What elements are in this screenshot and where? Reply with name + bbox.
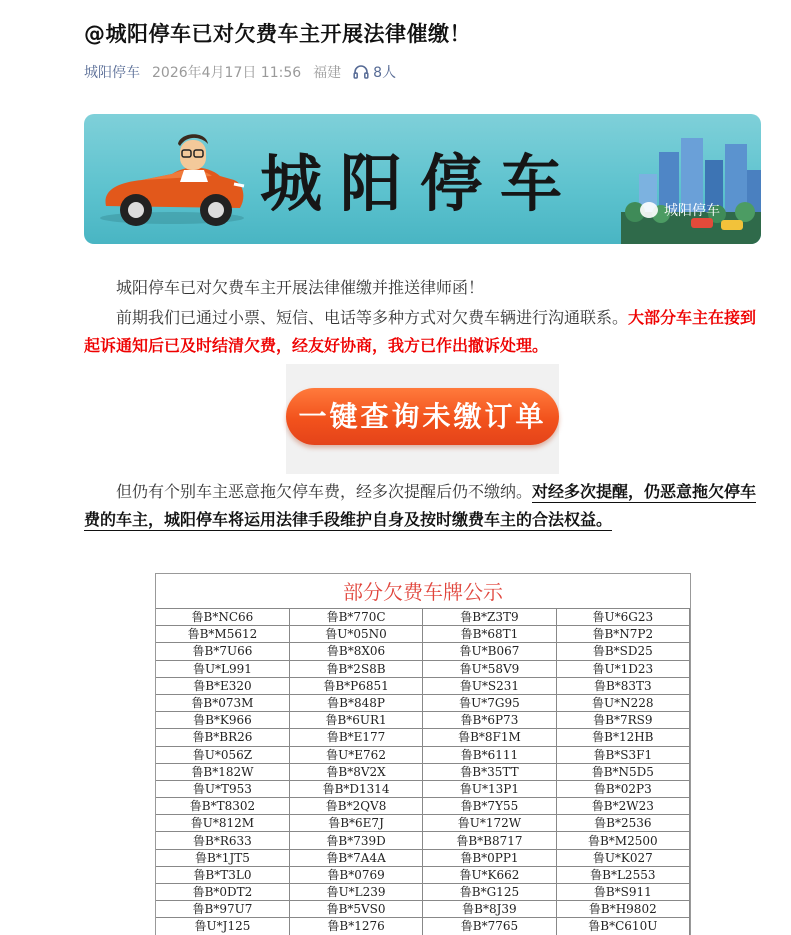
plate-cell: 鲁B*8X06: [289, 643, 422, 660]
table-row: [156, 660, 690, 677]
plate-cell: 鲁B*T8302: [156, 798, 289, 815]
plate-cell: 鲁U*S231: [423, 677, 556, 694]
plate-cell: 鲁U*T953: [156, 780, 289, 797]
paragraph-3-emphasis: 对经多次提醒，仍恶意拖欠停车费的车主，城阳停车将运用法律手段维护自身及按时缴费车主的合法权益。: [84, 482, 757, 529]
plate-cell: 鲁U*E762: [289, 746, 422, 763]
plate-list-title: 部分欠费车牌公示: [156, 574, 690, 609]
paragraph-2-text: 前期我们已通过小票、短信、电话等多种方式对欠费车辆进行沟通联系。: [116, 308, 629, 327]
plate-cell: 鲁B*2QV8: [289, 798, 422, 815]
plate-cell: 鲁B*12HB: [556, 729, 689, 746]
plate-cell: 鲁B*8V2X: [289, 763, 422, 780]
plate-cell: 鲁U*812M: [156, 815, 289, 832]
table-row: [156, 609, 690, 626]
plate-cell: 鲁B*N7P2: [556, 626, 689, 643]
city-skyline-icon: [621, 114, 761, 244]
plate-cell: 鲁B*6P73: [423, 712, 556, 729]
plate-cell: 鲁B*0769: [289, 866, 422, 883]
plate-cell: 鲁B*K966: [156, 712, 289, 729]
plate-cell: 鲁B*5VS0: [289, 901, 422, 918]
plate-cell: 鲁B*2S8B: [289, 660, 422, 677]
banner-image: [84, 114, 761, 244]
plate-cell: 鲁B*2536: [556, 815, 689, 832]
plate-cell: 鲁B*D1314: [289, 780, 422, 797]
plate-cell: 鲁B*P6851: [289, 677, 422, 694]
plate-cell: 鲁B*1JT5: [156, 849, 289, 866]
plate-cell: 鲁B*073M: [156, 694, 289, 711]
plate-cell: 鲁U*L239: [289, 884, 422, 901]
table-row: [156, 694, 690, 711]
cartoon-car-icon: [84, 114, 254, 244]
plate-cell: 鲁B*8F1M: [423, 729, 556, 746]
plate-cell: 鲁U*13P1: [423, 780, 556, 797]
plate-cell: 鲁B*M2500: [556, 832, 689, 849]
plate-cell: 鲁U*K027: [556, 849, 689, 866]
location: 福建: [313, 65, 342, 81]
watermark-text: 城阳停车: [664, 203, 720, 219]
plate-cell: 鲁B*T3L0: [156, 866, 289, 883]
table-row: [156, 763, 690, 780]
plate-cell: 鲁B*6UR1: [289, 712, 422, 729]
plate-cell: 鲁B*2W23: [556, 798, 689, 815]
table-row: [156, 866, 690, 883]
plate-cell: 鲁B*C610U: [556, 918, 689, 935]
plate-cell: 鲁B*E320: [156, 677, 289, 694]
plate-cell: 鲁B*6E7J: [289, 815, 422, 832]
table-row: [156, 815, 690, 832]
plate-cell: 鲁B*83T3: [556, 677, 689, 694]
wechat-icon: [640, 202, 658, 218]
plate-cell: 鲁U*05N0: [289, 626, 422, 643]
plate-cell: 鲁B*7U66: [156, 643, 289, 660]
plate-cell: 鲁B*S911: [556, 884, 689, 901]
plate-cell: 鲁B*E177: [289, 729, 422, 746]
plate-cell: 鲁B*L2553: [556, 866, 689, 883]
plate-cell: 鲁U*L991: [156, 660, 289, 677]
paragraph-1: 城阳停车已对欠费车主开展法律催缴并推送律师函！: [116, 278, 485, 297]
table-row: [156, 884, 690, 901]
plate-cell: 鲁U*B067: [423, 643, 556, 660]
plate-cell: 鲁B*G125: [423, 884, 556, 901]
query-unpaid-orders-button[interactable]: 一键查询未缴订单: [286, 388, 559, 445]
account-name-link[interactable]: 城阳停车: [84, 65, 140, 81]
plate-cell: 鲁B*1276: [289, 918, 422, 935]
plate-cell: 鲁B*7A4A: [289, 849, 422, 866]
plate-cell: 鲁B*8J39: [423, 901, 556, 918]
plate-cell: 鲁B*68T1: [423, 626, 556, 643]
plate-cell: 鲁U*K662: [423, 866, 556, 883]
plate-cell: 鲁B*02P3: [556, 780, 689, 797]
table-row: [156, 626, 690, 643]
paragraph-3: [84, 478, 760, 534]
plate-cell: 鲁B*Z3T9: [423, 609, 556, 626]
table-row: [156, 849, 690, 866]
plate-cell: 鲁B*7RS9: [556, 712, 689, 729]
headphones-icon: [353, 65, 369, 79]
plate-cell: 鲁B*SD25: [556, 643, 689, 660]
plate-cell: 鲁U*1D23: [556, 660, 689, 677]
plate-cell: 鲁U*056Z: [156, 746, 289, 763]
table-row: [156, 643, 690, 660]
listen-count[interactable]: [353, 62, 396, 82]
plate-cell: 鲁B*6111: [423, 746, 556, 763]
table-row: [156, 832, 690, 849]
paragraph-3-text: 但仍有个别车主恶意拖欠停车费，经多次提醒后仍不缴纳。: [116, 482, 533, 501]
table-row: [156, 780, 690, 797]
listen-count-label: 8人: [373, 65, 397, 81]
plate-cell: 鲁U*58V9: [423, 660, 556, 677]
query-button-area: [286, 364, 559, 474]
plate-cell: 鲁B*97U7: [156, 901, 289, 918]
paragraph-2-emphasis: 大部分车主在接到起诉通知后已及时结清欠费，经友好协商，我方已作出撤诉处理。: [84, 308, 757, 355]
plate-cell: 鲁B*M5612: [156, 626, 289, 643]
plate-cell: 鲁B*NC66: [156, 609, 289, 626]
table-row: [156, 901, 690, 918]
table-row: [156, 746, 690, 763]
plate-cell: 鲁B*7Y55: [423, 798, 556, 815]
plate-cell: 鲁B*848P: [289, 694, 422, 711]
table-row: [156, 677, 690, 694]
paragraph-2: [84, 304, 760, 360]
plate-cell: 鲁B*7765: [423, 918, 556, 935]
plate-cell: 鲁U*6G23: [556, 609, 689, 626]
article-title: @城阳停车已对欠费车主开展法律催缴！: [84, 22, 471, 46]
publish-date: 2026年4月17日 11:56: [152, 65, 302, 81]
table-row: [156, 729, 690, 746]
plate-cell: 鲁B*R633: [156, 832, 289, 849]
plate-cell: 鲁B*BR26: [156, 729, 289, 746]
table-row: [156, 798, 690, 815]
banner-title: 城阳停车: [260, 147, 581, 220]
plate-cell: 鲁B*0PP1: [423, 849, 556, 866]
plate-cell: 鲁B*H9802: [556, 901, 689, 918]
table-row: [156, 712, 690, 729]
plate-cell: 鲁U*7G95: [423, 694, 556, 711]
plate-cell: 鲁B*35TT: [423, 763, 556, 780]
plate-cell: 鲁B*S3F1: [556, 746, 689, 763]
plate-cell: 鲁B*0DT2: [156, 884, 289, 901]
plate-cell: 鲁B*739D: [289, 832, 422, 849]
article-meta: [84, 62, 396, 82]
plate-cell: 鲁U*N228: [556, 694, 689, 711]
plate-cell: 鲁B*770C: [289, 609, 422, 626]
table-row: [156, 918, 690, 935]
plate-table: [156, 609, 690, 935]
plate-cell: 鲁U*172W: [423, 815, 556, 832]
plate-list-image: [155, 573, 691, 935]
plate-cell: 鲁B*B8717: [423, 832, 556, 849]
plate-cell: 鲁U*J125: [156, 918, 289, 935]
plate-cell: 鲁B*182W: [156, 763, 289, 780]
plate-cell: 鲁B*N5D5: [556, 763, 689, 780]
watermark: [640, 200, 720, 220]
